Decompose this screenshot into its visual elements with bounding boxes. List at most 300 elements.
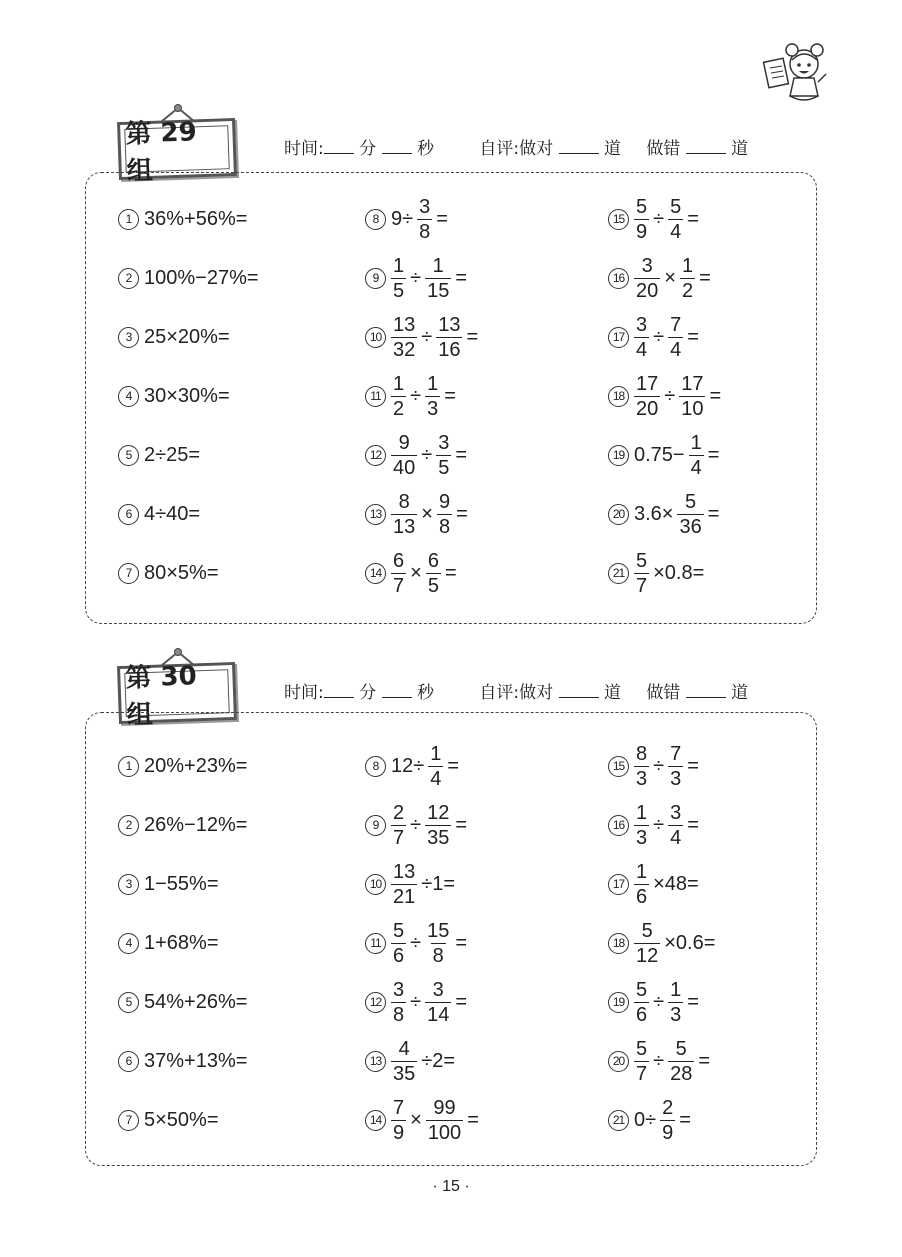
problem-item <box>118 1092 221 1148</box>
problem-number: 11 <box>365 386 386 407</box>
problem-item <box>118 797 249 853</box>
group-title-sign <box>117 117 237 187</box>
expression-text: × <box>410 561 422 584</box>
problem-item <box>608 427 721 483</box>
problem-item <box>118 856 221 912</box>
fraction-numerator: 3 <box>432 978 444 1001</box>
problem-number: 11 <box>365 933 386 954</box>
fraction-denominator: 4 <box>670 826 682 849</box>
problem-item <box>365 738 461 794</box>
problem-number: 7 <box>118 1110 139 1131</box>
second-label: 秒 <box>416 683 434 703</box>
fraction-numerator: 9 <box>398 431 410 454</box>
fraction <box>391 256 406 301</box>
fraction <box>634 803 649 848</box>
fraction-denominator: 6 <box>636 885 648 908</box>
fraction-denominator: 20 <box>636 397 659 420</box>
fraction-numerator: 1 <box>690 431 702 454</box>
expression-text: = <box>709 384 722 407</box>
problem-item <box>608 1092 693 1148</box>
problem-number: 13 <box>365 504 386 525</box>
problem-number: 9 <box>365 815 386 836</box>
page-number: · 15 · <box>432 1178 470 1195</box>
problem-number: 1 <box>118 756 139 777</box>
fraction <box>391 492 417 537</box>
expression-text: = <box>698 1049 711 1072</box>
problem-item <box>118 191 249 247</box>
fraction-numerator: 5 <box>670 195 682 218</box>
fraction-numerator: 1 <box>636 860 648 883</box>
problem-number: 6 <box>118 1051 139 1072</box>
fraction <box>668 315 683 360</box>
problem-item <box>608 368 723 424</box>
fraction-numerator: 3 <box>438 431 450 454</box>
expression-text: = <box>687 990 699 1013</box>
problem-number: 2 <box>118 815 139 836</box>
fraction-denominator: 35 <box>427 826 450 849</box>
fraction-numerator: 6 <box>393 549 405 572</box>
expression-text: ÷ <box>653 207 665 230</box>
problem-number: 3 <box>118 874 139 895</box>
expression-text: ÷ <box>410 990 422 1013</box>
fraction <box>428 744 443 789</box>
problem-number: 5 <box>118 992 139 1013</box>
expression-text: ÷ <box>653 990 665 1013</box>
wrong-blank[interactable] <box>686 153 726 154</box>
problem-item <box>365 545 459 601</box>
expression-text: ÷ <box>664 384 676 407</box>
fraction <box>391 551 406 596</box>
expression-text: ÷ <box>421 325 433 348</box>
fraction-denominator: 2 <box>681 279 694 302</box>
fraction-denominator: 36 <box>679 515 702 538</box>
fraction <box>680 256 695 301</box>
problem-item <box>365 974 469 1030</box>
group-meta-line: 时间: 分 秒 自评:做对 道 做错 道 <box>284 683 749 703</box>
fraction-denominator: 16 <box>438 338 461 361</box>
wrong-label: 做错 <box>646 683 681 703</box>
fraction <box>425 803 451 848</box>
fraction-numerator: 5 <box>685 490 697 513</box>
fraction <box>634 980 649 1025</box>
expression-text: ÷ <box>653 325 665 348</box>
fraction <box>668 197 683 242</box>
expression-text: ÷ <box>653 1049 665 1072</box>
fraction-numerator: 5 <box>636 978 648 1001</box>
problem-item <box>608 191 701 247</box>
fraction-denominator: 7 <box>636 574 648 597</box>
fraction <box>689 433 704 478</box>
self-eval-label: 自评 <box>479 683 514 703</box>
correct-blank[interactable] <box>559 697 599 698</box>
problem-number: 17 <box>608 327 629 348</box>
fraction-denominator: 8 <box>419 220 431 243</box>
problem-item <box>365 1033 457 1089</box>
fraction-numerator: 1 <box>636 801 648 824</box>
expression-text: = <box>687 813 699 836</box>
fraction <box>437 492 452 537</box>
group-meta-line: 时间: 分 秒 自评:做对 道 做错 道 <box>284 139 749 159</box>
problem-number: 8 <box>365 756 386 777</box>
problem-number: 21 <box>608 563 629 584</box>
fraction <box>634 862 649 907</box>
fraction-denominator: 3 <box>636 826 648 849</box>
fraction <box>391 433 417 478</box>
problem-number: 21 <box>608 1110 629 1131</box>
expression-text: ÷ <box>421 443 433 466</box>
fraction <box>425 980 451 1025</box>
fraction-denominator: 10 <box>681 397 704 420</box>
problem-item <box>365 797 469 853</box>
problem-number: 19 <box>608 992 629 1013</box>
expression-text: = <box>447 754 460 777</box>
expression-text: 54%+26%= <box>144 990 248 1013</box>
fraction <box>634 744 649 789</box>
minute-label: 分 <box>359 139 377 159</box>
minute-blank[interactable] <box>324 153 354 154</box>
problem-item <box>365 368 458 424</box>
expression-text: 1+68%= <box>144 931 219 954</box>
problem-number: 6 <box>118 504 139 525</box>
problem-item <box>365 915 469 971</box>
fraction-denominator: 9 <box>636 220 648 243</box>
expression-text: ×0.6= <box>664 931 716 954</box>
expression-text: = <box>679 1108 691 1131</box>
expression-text: 12÷ <box>391 754 425 777</box>
problem-item <box>118 250 261 306</box>
expression-text: = <box>456 502 468 525</box>
fraction-numerator: 2 <box>662 1096 674 1119</box>
fraction <box>426 551 441 596</box>
problem-item <box>365 191 450 247</box>
fraction-numerator: 99 <box>433 1096 456 1119</box>
problem-number: 9 <box>365 268 386 289</box>
expression-text: 0÷ <box>634 1108 657 1131</box>
problem-item <box>118 309 232 365</box>
fraction-denominator: 4 <box>690 456 702 479</box>
problem-item <box>608 738 701 794</box>
fraction-denominator: 3 <box>427 397 439 420</box>
problem-item <box>365 250 469 306</box>
fraction-denominator: 7 <box>393 826 405 849</box>
fraction-denominator: 4 <box>430 767 442 790</box>
minute-blank[interactable] <box>324 697 354 698</box>
fraction <box>426 1098 463 1143</box>
fraction <box>391 803 406 848</box>
fraction-numerator: 13 <box>393 313 416 336</box>
problem-item <box>608 250 713 306</box>
fraction <box>391 862 417 907</box>
fraction-numerator: 3 <box>636 313 648 336</box>
problem-number: 20 <box>608 1051 629 1072</box>
fraction-denominator: 4 <box>670 220 682 243</box>
problem-number: 19 <box>608 445 629 466</box>
expression-text: = <box>455 813 468 836</box>
fraction-numerator: 1 <box>393 254 405 277</box>
fraction-numerator: 5 <box>636 549 648 572</box>
fraction <box>634 197 649 242</box>
fraction <box>668 1039 694 1084</box>
expression-text: = <box>444 561 457 584</box>
fraction <box>634 256 660 301</box>
problem-number: 8 <box>365 209 386 230</box>
time-label: 时间 <box>284 139 318 159</box>
fraction-numerator: 8 <box>636 742 648 765</box>
correct-label: 做对 <box>519 683 554 703</box>
expression-text: = <box>466 325 479 348</box>
expression-text: 3.6× <box>634 502 674 525</box>
time-label: 时间 <box>284 683 318 703</box>
minute-label: 分 <box>359 683 377 703</box>
expression-text: ÷2= <box>421 1049 456 1072</box>
expression-text: = <box>467 1108 479 1131</box>
expression-text: 25×20%= <box>144 325 230 348</box>
problem-number: 10 <box>365 874 386 895</box>
fraction-denominator: 9 <box>662 1121 674 1144</box>
second-blank[interactable] <box>382 153 412 154</box>
wrong-unit: 道 <box>731 139 749 159</box>
expression-text: ÷ <box>410 931 422 954</box>
fraction-denominator: 32 <box>393 338 416 361</box>
fraction <box>679 374 705 419</box>
expression-text: = <box>436 207 448 230</box>
expression-text: = <box>687 207 699 230</box>
expression-text: = <box>687 754 699 777</box>
problem-number: 3 <box>118 327 139 348</box>
problem-item <box>608 915 717 971</box>
expression-text: ÷ <box>410 384 422 407</box>
wrong-label: 做错 <box>646 139 681 159</box>
expression-text: ×0.8= <box>653 561 705 584</box>
second-label: 秒 <box>416 139 434 159</box>
expression-text: 26%−12%= <box>144 813 248 836</box>
problem-item <box>118 915 221 971</box>
fraction <box>391 1039 417 1084</box>
fraction <box>668 744 683 789</box>
fraction-denominator: 40 <box>393 456 416 479</box>
expression-text: = <box>455 990 468 1013</box>
expression-text: 100%−27%= <box>144 266 259 289</box>
fraction-denominator: 20 <box>636 279 659 302</box>
problem-number: 1 <box>118 209 139 230</box>
problem-number: 2 <box>118 268 139 289</box>
problem-number: 15 <box>608 756 629 777</box>
problem-number: 16 <box>608 268 629 289</box>
problem-item <box>118 738 249 794</box>
expression-text: = <box>444 384 456 407</box>
fraction-numerator: 5 <box>636 1037 648 1060</box>
expression-text: 30×30%= <box>144 384 230 407</box>
expression-text: 4÷40= <box>144 502 201 525</box>
fraction <box>634 1039 649 1084</box>
fraction-denominator: 3 <box>670 1003 682 1026</box>
fraction-numerator: 5 <box>636 195 648 218</box>
fraction-denominator: 7 <box>393 574 405 597</box>
expression-text: 80×5%= <box>144 561 219 584</box>
fraction-numerator: 17 <box>681 372 704 395</box>
fraction-denominator: 28 <box>670 1062 693 1085</box>
correct-label: 做对 <box>519 139 554 159</box>
fraction-numerator: 9 <box>438 490 451 513</box>
problem-number: 7 <box>118 563 139 584</box>
second-blank[interactable] <box>382 697 412 698</box>
fraction <box>391 374 406 419</box>
group-title: 第 30 组 <box>124 661 198 731</box>
expression-text: = <box>699 266 711 289</box>
fraction <box>436 315 462 360</box>
fraction-numerator: 5 <box>393 919 405 942</box>
fraction-denominator: 12 <box>636 944 659 967</box>
problem-item <box>608 1033 712 1089</box>
fraction-denominator: 3 <box>670 767 682 790</box>
fraction <box>417 197 432 242</box>
fraction-numerator: 3 <box>419 195 431 218</box>
fraction-numerator: 12 <box>427 801 450 824</box>
fraction-numerator: 13 <box>393 860 416 883</box>
expression-text: = <box>455 931 468 954</box>
problem-number: 12 <box>365 992 386 1013</box>
problem-number: 14 <box>365 563 386 584</box>
expression-text: × <box>410 1108 422 1131</box>
expression-text: = <box>687 325 699 348</box>
fraction-numerator: 1 <box>432 254 444 277</box>
fraction-denominator: 4 <box>636 338 648 361</box>
fraction <box>668 803 683 848</box>
fraction-denominator: 5 <box>438 456 450 479</box>
wrong-blank[interactable] <box>686 697 726 698</box>
fraction-numerator: 1 <box>427 372 439 395</box>
problem-number: 18 <box>608 933 629 954</box>
fraction <box>634 315 649 360</box>
fraction-numerator: 1 <box>393 372 405 395</box>
problem-item <box>365 309 480 365</box>
problem-item <box>118 486 202 542</box>
expression-text: 1−55%= <box>144 872 219 895</box>
fraction-denominator: 8 <box>393 1003 405 1026</box>
fraction-numerator: 5 <box>641 919 653 942</box>
fraction-denominator: 9 <box>393 1121 405 1144</box>
fraction-numerator: 7 <box>670 742 682 765</box>
expression-text: ÷ <box>653 754 665 777</box>
expression-text: = <box>707 443 720 466</box>
fraction <box>391 980 406 1025</box>
fraction <box>677 492 703 537</box>
fraction-numerator: 2 <box>393 801 405 824</box>
fraction-numerator: 1 <box>430 742 442 765</box>
problem-number: 17 <box>608 874 629 895</box>
expression-text: 20%+23%= <box>144 754 248 777</box>
fraction <box>634 374 660 419</box>
fraction-numerator: 6 <box>427 549 439 572</box>
fraction-denominator: 13 <box>393 515 416 538</box>
expression-text: 2÷25= <box>144 443 201 466</box>
fraction-denominator: 3 <box>636 767 648 790</box>
expression-text: ÷ <box>410 266 422 289</box>
problem-item <box>365 486 470 542</box>
fraction-denominator: 5 <box>393 279 405 302</box>
correct-blank[interactable] <box>559 153 599 154</box>
fraction-numerator: 5 <box>675 1037 687 1060</box>
fraction <box>436 433 451 478</box>
fraction-denominator: 2 <box>393 397 405 420</box>
fraction-denominator: 5 <box>427 574 439 597</box>
expression-text: 9÷ <box>391 207 414 230</box>
fraction <box>634 921 660 966</box>
problem-number: 12 <box>365 445 386 466</box>
problem-item <box>118 545 221 601</box>
wrong-unit: 道 <box>731 683 749 703</box>
self-eval-label: 自评 <box>479 139 514 159</box>
fraction-denominator: 100 <box>427 1121 462 1144</box>
fraction-numerator: 3 <box>393 978 405 1001</box>
problem-number: 14 <box>365 1110 386 1131</box>
fraction <box>425 374 440 419</box>
fraction-numerator: 3 <box>670 801 682 824</box>
expression-text: = <box>455 443 468 466</box>
fraction <box>425 256 451 301</box>
problem-number: 16 <box>608 815 629 836</box>
expression-text: × <box>664 266 676 289</box>
fraction-denominator: 6 <box>393 944 405 967</box>
problem-number: 4 <box>118 933 139 954</box>
problem-item <box>608 309 701 365</box>
problem-item <box>608 486 721 542</box>
fraction-denominator: 6 <box>636 1003 648 1026</box>
expression-text: 37%+13%= <box>144 1049 248 1072</box>
fraction-numerator: 15 <box>427 919 450 942</box>
expression-text: × <box>421 502 433 525</box>
fraction-numerator: 4 <box>398 1037 410 1060</box>
fraction <box>391 315 417 360</box>
fraction-numerator: 1 <box>681 254 694 277</box>
problem-item <box>118 368 232 424</box>
fraction-numerator: 3 <box>641 254 653 277</box>
fraction-denominator: 4 <box>670 338 682 361</box>
fraction-denominator: 14 <box>427 1003 450 1026</box>
fraction <box>391 1098 406 1143</box>
problem-item <box>365 427 469 483</box>
fraction <box>391 921 406 966</box>
problem-item <box>365 1092 481 1148</box>
fraction-numerator: 13 <box>438 313 461 336</box>
problem-number: 4 <box>118 386 139 407</box>
problem-item <box>608 856 701 912</box>
problem-item <box>608 797 701 853</box>
fraction <box>660 1098 675 1143</box>
problem-item <box>118 974 249 1030</box>
problem-item <box>118 427 202 483</box>
fraction <box>425 921 451 966</box>
problem-number: 18 <box>608 386 629 407</box>
expression-text: = <box>455 266 468 289</box>
correct-unit: 道 <box>603 139 621 159</box>
expression-text: 36%+56%= <box>144 207 248 230</box>
fraction <box>634 551 649 596</box>
fraction <box>668 980 683 1025</box>
fraction-numerator: 17 <box>636 372 659 395</box>
fraction-denominator: 15 <box>427 279 450 302</box>
problem-item <box>608 974 701 1030</box>
fraction-denominator: 8 <box>432 944 444 967</box>
problem-number: 13 <box>365 1051 386 1072</box>
fraction-numerator: 7 <box>670 313 682 336</box>
expression-text: ×48= <box>653 872 699 895</box>
fraction-numerator: 7 <box>393 1096 405 1119</box>
fraction-denominator: 35 <box>393 1062 416 1085</box>
expression-text: 5×50%= <box>144 1108 219 1131</box>
fraction-denominator: 8 <box>438 515 451 538</box>
expression-text: ÷ <box>410 813 422 836</box>
